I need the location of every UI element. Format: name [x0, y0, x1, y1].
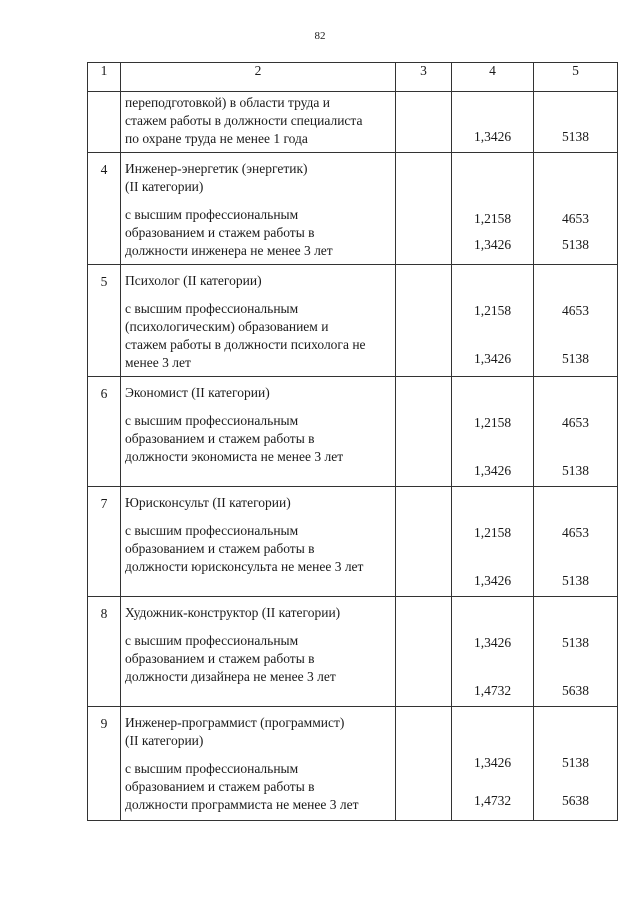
position-title — [125, 489, 391, 512]
requirements-line: с высшим профессиональным — [125, 207, 299, 222]
salary-value: 5138 — [562, 129, 589, 144]
col-3-cell — [396, 707, 452, 821]
table-row — [88, 92, 618, 153]
requirements-line: стажем работы в должности специалиста — [125, 113, 363, 128]
coefficient-cell — [452, 487, 534, 597]
header-col-2: 2 — [121, 63, 396, 92]
salary-table — [87, 62, 618, 821]
coefficient-value: 1,3426 — [473, 573, 512, 588]
position-description — [121, 153, 396, 265]
salary-value: 5638 — [562, 683, 589, 698]
position-description — [121, 487, 396, 597]
coefficient-cell — [452, 153, 534, 265]
salary-cell — [534, 265, 618, 377]
coefficient-value: 1,2158 — [473, 525, 512, 540]
requirements-line: должности инженера не менее 3 лет — [125, 243, 333, 258]
table-row — [88, 707, 618, 821]
coefficient-value: 1,3426 — [473, 635, 512, 650]
requirements-line: с высшим профессиональным — [125, 633, 299, 648]
table-row — [88, 265, 618, 377]
position-title-line: Психолог (II категории) — [125, 273, 262, 288]
position-title-line: Художник-конструктор (II категории) — [125, 605, 341, 620]
requirements-line: с высшим профессиональным — [125, 523, 299, 538]
position-title — [125, 155, 391, 196]
col-3-cell — [396, 597, 452, 707]
table-header-row — [88, 63, 618, 92]
position-requirements — [125, 206, 391, 260]
position-title-line: Юрисконсульт (II категории) — [125, 495, 291, 510]
salary-cell — [534, 487, 618, 597]
requirements-line: образованием и стажем работы в — [125, 779, 315, 794]
header-col-5: 5 — [534, 63, 618, 92]
position-description — [121, 707, 396, 821]
coefficient-cell — [452, 265, 534, 377]
salary-value: 4653 — [562, 303, 589, 318]
coefficient-value: 1,4732 — [473, 683, 512, 698]
col-3-cell — [396, 487, 452, 597]
salary-cell — [534, 92, 618, 153]
coefficient-value: 1,3426 — [473, 351, 512, 366]
salary-value: 5138 — [562, 573, 589, 588]
requirements-line: должности экономиста не менее 3 лет — [125, 449, 344, 464]
position-description — [121, 92, 396, 153]
position-title-line: Экономист (II категории) — [125, 385, 270, 400]
row-number: 6 — [88, 377, 121, 487]
requirements-line: с высшим профессиональным — [125, 761, 299, 776]
position-requirements — [125, 412, 391, 466]
salary-cell — [534, 597, 618, 707]
position-title-line: (II категории) — [125, 179, 204, 194]
row-number: 5 — [88, 265, 121, 377]
position-requirements — [125, 632, 391, 686]
coefficient-cell — [452, 707, 534, 821]
header-col-1: 1 — [88, 63, 121, 92]
table-row — [88, 153, 618, 265]
position-title — [125, 599, 391, 622]
page-number: 82 — [314, 30, 326, 42]
requirements-line: стажем работы в должности психолога не — [125, 337, 366, 352]
position-title-line: (II категории) — [125, 733, 204, 748]
coefficient-value: 1,2158 — [473, 303, 512, 318]
coefficient-value: 1,3426 — [473, 237, 512, 252]
row-number: 8 — [88, 597, 121, 707]
salary-cell — [534, 377, 618, 487]
salary-value: 5138 — [562, 463, 589, 478]
col-3-cell — [396, 92, 452, 153]
position-title-line: Инженер-программист (программист) — [125, 715, 345, 730]
requirements-line: должности дизайнера не менее 3 лет — [125, 669, 336, 684]
requirements-line: с высшим профессиональным — [125, 301, 299, 316]
header-col-3: 3 — [396, 63, 452, 92]
col-3-cell — [396, 265, 452, 377]
position-requirements — [125, 300, 391, 372]
salary-value: 4653 — [562, 211, 589, 226]
requirements-line: (психологическим) образованием и — [125, 319, 329, 334]
position-requirements — [125, 94, 391, 148]
salary-value: 5638 — [562, 793, 589, 808]
row-number: 4 — [88, 153, 121, 265]
position-description — [121, 597, 396, 707]
coefficient-cell — [452, 597, 534, 707]
coefficient-cell — [452, 377, 534, 487]
row-number — [88, 92, 121, 153]
salary-value: 5138 — [562, 237, 589, 252]
salary-value: 5138 — [562, 351, 589, 366]
coefficient-value: 1,2158 — [473, 211, 512, 226]
row-number: 9 — [88, 707, 121, 821]
position-title — [125, 709, 391, 750]
salary-value: 4653 — [562, 415, 589, 430]
table-row — [88, 597, 618, 707]
salary-value: 4653 — [562, 525, 589, 540]
salary-value: 5138 — [562, 635, 589, 650]
col-3-cell — [396, 153, 452, 265]
position-requirements — [125, 760, 391, 814]
position-description — [121, 265, 396, 377]
table-row — [88, 487, 618, 597]
salary-cell — [534, 707, 618, 821]
requirements-line: образованием и стажем работы в — [125, 225, 315, 240]
col-3-cell — [396, 377, 452, 487]
position-requirements — [125, 522, 391, 576]
position-description — [121, 377, 396, 487]
coefficient-value: 1,3426 — [473, 129, 512, 144]
coefficient-value: 1,3426 — [473, 755, 512, 770]
coefficient-cell — [452, 92, 534, 153]
position-title — [125, 267, 391, 290]
header-col-4: 4 — [452, 63, 534, 92]
position-title-line: Инженер-энергетик (энергетик) — [125, 161, 308, 176]
coefficient-value: 1,3426 — [473, 463, 512, 478]
requirements-line: должности программиста не менее 3 лет — [125, 797, 359, 812]
requirements-line: переподготовкой) в области труда и — [125, 95, 330, 110]
salary-cell — [534, 153, 618, 265]
requirements-line: менее 3 лет — [125, 355, 191, 370]
requirements-line: образованием и стажем работы в — [125, 651, 315, 666]
requirements-line: с высшим профессиональным — [125, 413, 299, 428]
row-number: 7 — [88, 487, 121, 597]
coefficient-value: 1,4732 — [473, 793, 512, 808]
coefficient-value: 1,2158 — [473, 415, 512, 430]
position-title — [125, 379, 391, 402]
requirements-line: образованием и стажем работы в — [125, 431, 315, 446]
requirements-line: образованием и стажем работы в — [125, 541, 315, 556]
salary-value: 5138 — [562, 755, 589, 770]
requirements-line: должности юрисконсульта не менее 3 лет — [125, 559, 364, 574]
table-row — [88, 377, 618, 487]
requirements-line: по охране труда не менее 1 года — [125, 131, 308, 146]
